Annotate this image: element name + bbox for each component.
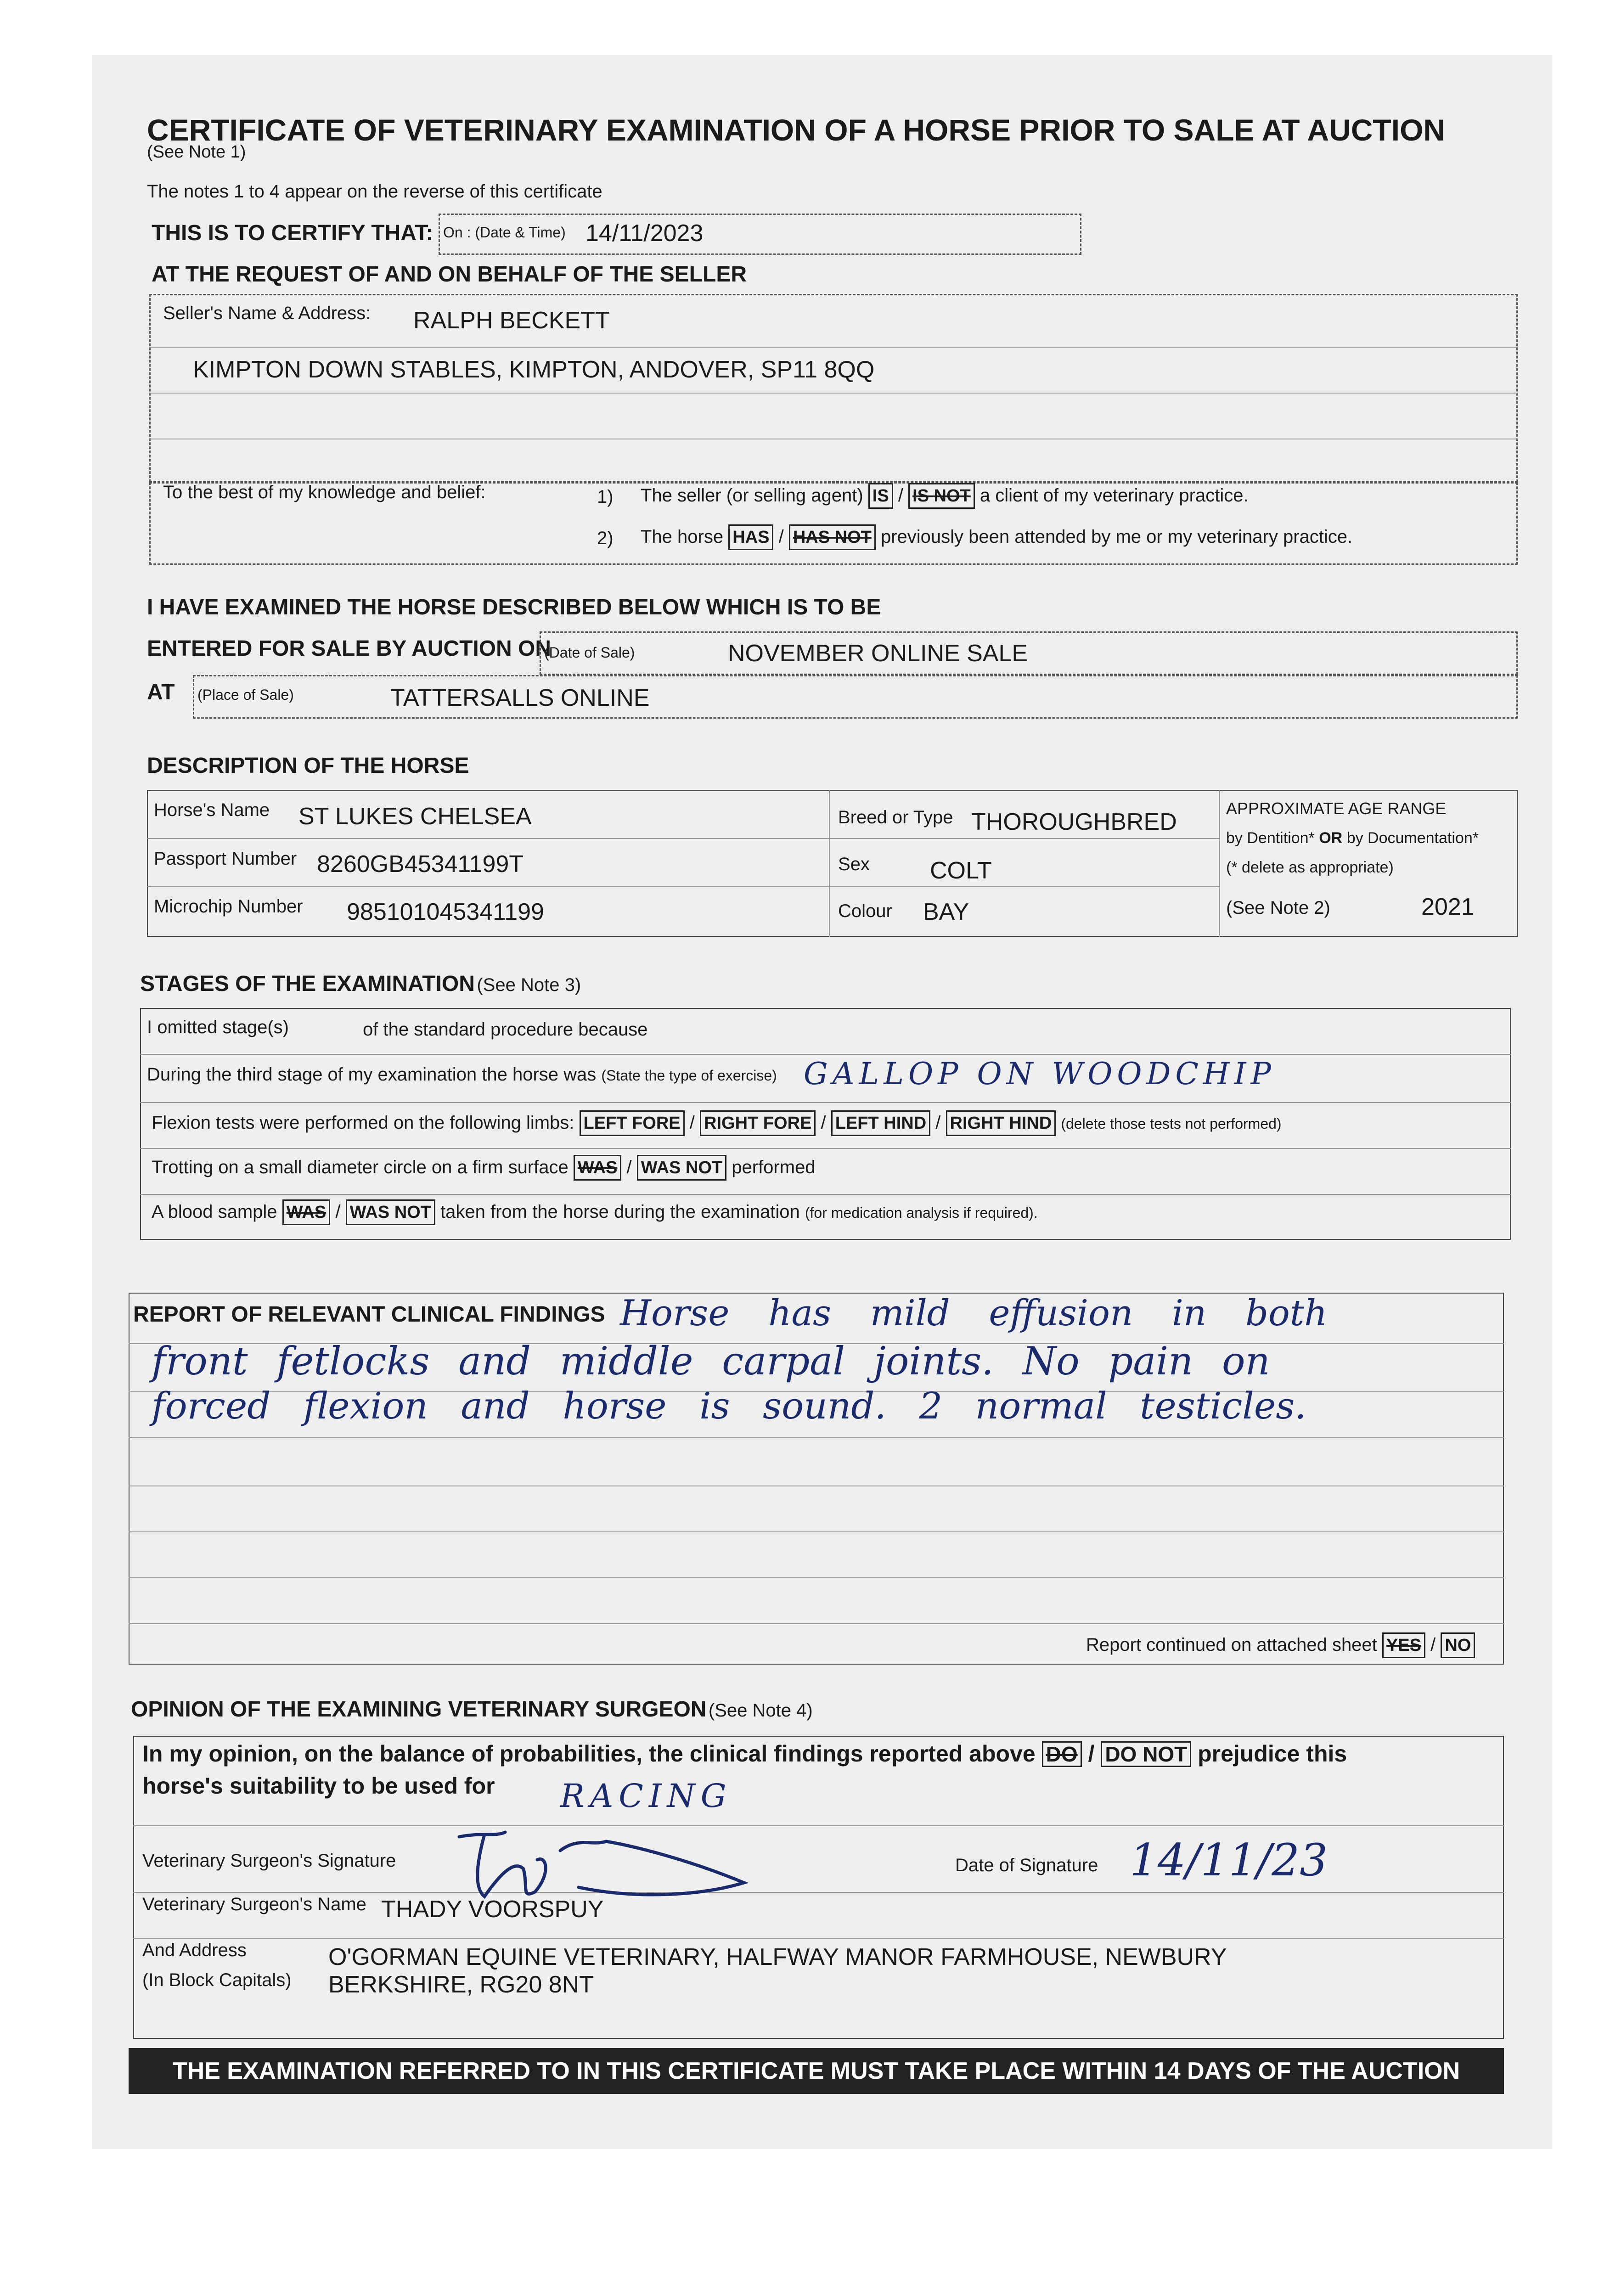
opinion-text-2: prejudice this: [1198, 1741, 1347, 1767]
opinion-separator: /: [1088, 1741, 1095, 1767]
age-or: OR: [1319, 829, 1343, 847]
certificate-title: CERTIFICATE OF VETERINARY EXAMINATION OF A HORSE PRIOR TO SALE AT AUCTION: [147, 113, 1446, 147]
description-heading: DESCRIPTION OF THE HORSE: [147, 754, 469, 778]
blood-label: A blood sample: [152, 1202, 277, 1222]
flexion-left-hind-option[interactable]: LEFT HIND: [831, 1110, 930, 1136]
trot-was-option[interactable]: WAS: [574, 1155, 622, 1181]
passport-value: 8260GB45341199T: [317, 851, 524, 878]
opinion-text-1: In my opinion, on the balance of probabilities, the clinical findings reported above: [142, 1741, 1036, 1767]
entered-heading: ENTERED FOR SALE BY AUCTION ON: [147, 636, 552, 661]
age-method-row: [1226, 829, 1479, 847]
sale-date-value: NOVEMBER ONLINE SALE: [728, 640, 1028, 667]
age-delete-note: (* delete as appropriate): [1226, 859, 1394, 876]
knowledge-label: To the best of my knowledge and belief:: [163, 482, 486, 502]
q2-row: [641, 524, 1352, 550]
report-continued-yes-option[interactable]: YES: [1382, 1632, 1425, 1658]
flexion-left-fore-option[interactable]: LEFT FORE: [580, 1110, 685, 1136]
see-note-1: (See Note 1): [147, 142, 246, 162]
opinion-text-row: [142, 1740, 1347, 1767]
horse-name-label: Horse's Name: [154, 800, 270, 820]
on-date-time-label: On : (Date & Time): [443, 224, 566, 241]
q1-number: 1): [597, 487, 614, 507]
colour-value: BAY: [923, 899, 969, 925]
blood-row: [152, 1199, 1038, 1225]
date-of-signature-label: Date of Signature: [955, 1855, 1098, 1875]
third-stage-label: During the third stage of my examination the horse was: [147, 1064, 597, 1085]
report-continued-no-option[interactable]: NO: [1441, 1632, 1475, 1658]
omitted-stage-tail: of the standard procedure because: [363, 1019, 648, 1040]
flexion-row: [152, 1110, 1282, 1136]
seller-address-value: KIMPTON DOWN STABLES, KIMPTON, ANDOVER, SP11 8QQ: [193, 356, 875, 383]
q1-tail: a client of my veterinary practice.: [980, 485, 1249, 506]
stages-heading-note: (See Note 3): [477, 975, 581, 995]
colour-label: Colour: [838, 901, 892, 921]
q1-text: The seller (or selling agent): [641, 485, 863, 506]
report-line-1: Horse has mild effusion in both: [620, 1293, 1328, 1334]
age-see-note: (See Note 2): [1226, 898, 1330, 918]
q2-number: 2): [597, 528, 614, 548]
vet-address-line-2: BERKSHIRE, RG20 8NT: [328, 1971, 594, 1998]
opinion-heading: OPINION OF THE EXAMINING VETERINARY SURGEON: [131, 1697, 707, 1722]
breed-label: Breed or Type: [838, 807, 953, 827]
microchip-label: Microchip Number: [154, 896, 303, 917]
sale-date-label: (Date of Sale): [544, 644, 635, 661]
opinion-do-not-option[interactable]: DO NOT: [1101, 1741, 1191, 1767]
notes-line: The notes 1 to 4 appear on the reverse of this certificate: [147, 181, 602, 202]
report-continued-label: Report continued on attached sheet: [1086, 1635, 1377, 1655]
q1-row: [641, 483, 1249, 509]
address-label: And Address: [142, 1940, 247, 1960]
opinion-do-option[interactable]: DO: [1042, 1741, 1082, 1767]
vet-name-value: THADY VOORSPUY: [381, 1896, 604, 1923]
horse-name-value: ST LUKES CHELSEA: [298, 803, 532, 830]
trot-label: Trotting on a small diameter circle on a firm surface: [152, 1157, 569, 1177]
omitted-stage-label: I omitted stage(s): [147, 1017, 289, 1037]
age-range-label: APPROXIMATE AGE RANGE: [1226, 799, 1447, 818]
q1-is-not-option[interactable]: IS NOT: [908, 483, 975, 509]
trot-row: [152, 1155, 816, 1181]
flexion-separator: /: [689, 1113, 695, 1133]
examination-date-value: 14/11/2023: [585, 220, 704, 247]
at-label: AT: [147, 680, 175, 704]
signature-label: Veterinary Surgeon's Signature: [142, 1851, 396, 1871]
report-continued-row: [1086, 1632, 1475, 1658]
examined-heading: I HAVE EXAMINED THE HORSE DESCRIBED BELOW WHICH IS TO BE: [147, 595, 881, 619]
blood-was-not-option[interactable]: WAS NOT: [346, 1199, 435, 1225]
breed-value: THOROUGHBRED: [971, 809, 1177, 835]
trot-tail: performed: [732, 1157, 816, 1177]
blood-was-option[interactable]: WAS: [282, 1199, 331, 1225]
trot-separator: /: [626, 1157, 632, 1177]
passport-label: Passport Number: [154, 849, 297, 869]
stages-heading-row: [140, 971, 581, 996]
flexion-separator: /: [935, 1113, 941, 1133]
third-stage-hint: (State the type of exercise): [601, 1067, 777, 1084]
request-heading: AT THE REQUEST OF AND ON BEHALF OF THE SELLER: [152, 262, 747, 287]
address-hint: (In Block Capitals): [142, 1970, 292, 1990]
vet-name-label: Veterinary Surgeon's Name: [142, 1894, 366, 1914]
blood-separator: /: [335, 1202, 341, 1222]
sale-place-value: TATTERSALLS ONLINE: [390, 685, 650, 711]
flexion-tail: (delete those tests not performed): [1061, 1115, 1282, 1132]
stages-heading: STAGES OF THE EXAMINATION: [140, 972, 475, 996]
q2-separator: /: [778, 527, 784, 547]
blood-tail: taken from the horse during the examination: [440, 1202, 800, 1222]
q2-has-option[interactable]: HAS: [728, 524, 773, 550]
age-by-documentation[interactable]: by Documentation*: [1346, 829, 1479, 847]
seller-name-label: Seller's Name & Address:: [163, 303, 371, 323]
microchip-value: 985101045341199: [347, 899, 544, 925]
trot-was-not-option[interactable]: WAS NOT: [637, 1155, 726, 1181]
flexion-right-fore-option[interactable]: RIGHT FORE: [700, 1110, 816, 1136]
flexion-label: Flexion tests were performed on the following limbs:: [152, 1113, 574, 1133]
opinion-heading-row: [131, 1697, 813, 1722]
sex-value: COLT: [930, 857, 992, 884]
sale-place-label: (Place of Sale): [197, 687, 294, 703]
blood-hint: (for medication analysis if required).: [805, 1204, 1038, 1221]
q2-text: The horse: [641, 527, 724, 547]
q1-separator: /: [898, 485, 903, 506]
opinion-heading-note: (See Note 4): [708, 1700, 813, 1721]
q1-is-option[interactable]: IS: [868, 483, 893, 509]
sex-label: Sex: [838, 854, 870, 874]
q2-has-not-option[interactable]: HAS NOT: [789, 524, 876, 550]
third-stage-row: [147, 1064, 777, 1085]
report-heading: REPORT OF RELEVANT CLINICAL FINDINGS: [133, 1302, 605, 1327]
age-by-dentition[interactable]: by Dentition*: [1226, 829, 1315, 847]
age-value: 2021: [1421, 894, 1475, 920]
report-line-2: front fetlocks and middle carpal joints. No pain on: [152, 1339, 1270, 1384]
date-of-signature-value: 14/11/23: [1130, 1835, 1328, 1886]
report-continued-separator: /: [1430, 1635, 1436, 1655]
flexion-separator: /: [821, 1113, 826, 1133]
report-line-3: forced flexion and horse is sound. 2 normal testicles.: [152, 1384, 1306, 1427]
flexion-right-hind-option[interactable]: RIGHT HIND: [946, 1110, 1056, 1136]
footer-banner: THE EXAMINATION REFERRED TO IN THIS CERTIFICATE MUST TAKE PLACE WITHIN 14 DAYS OF THE AUCTION: [129, 2048, 1504, 2094]
seller-name-value: RALPH BECKETT: [413, 307, 610, 334]
opinion-text-3: horse's suitability to be used for: [142, 1773, 495, 1799]
sale-date-box[interactable]: [540, 631, 1518, 675]
q2-tail: previously been attended by me or my veterinary practice.: [880, 527, 1353, 547]
vet-address-line-1: O'GORMAN EQUINE VETERINARY, HALFWAY MANOR FARMHOUSE, NEWBURY: [328, 1944, 1227, 1970]
third-stage-value: GALLOP ON WOODCHIP: [804, 1056, 1276, 1092]
intended-use-value: RACING: [560, 1777, 732, 1815]
certify-label: THIS IS TO CERTIFY THAT:: [152, 221, 433, 245]
